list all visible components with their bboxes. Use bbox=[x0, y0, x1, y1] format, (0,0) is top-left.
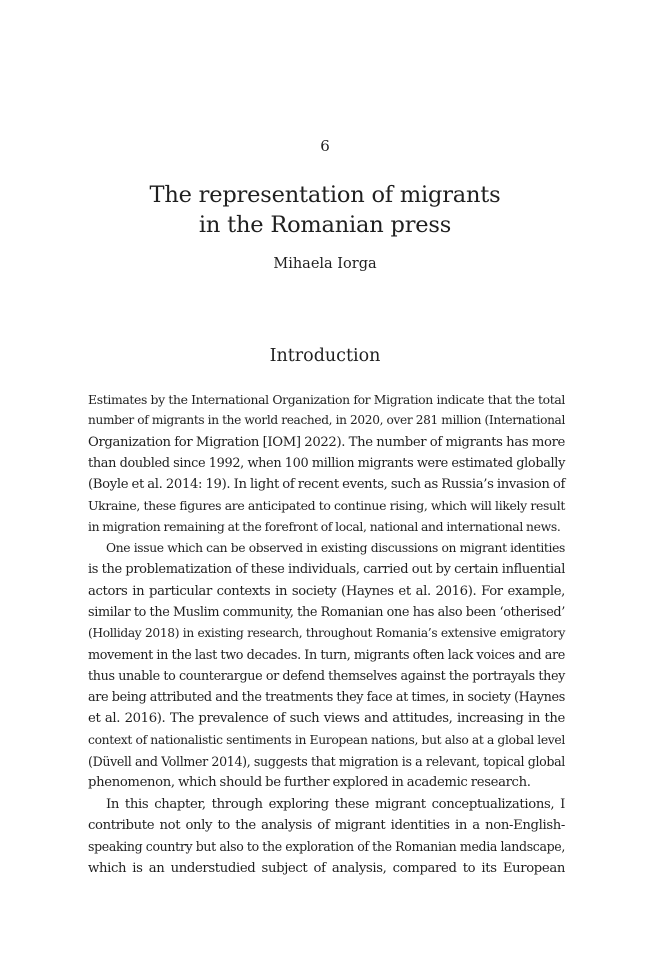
text-line: (Düvell and Vollmer 2014), suggests that migration is a relevant, topical global bbox=[88, 754, 565, 770]
chapter-title-line: in the Romanian press bbox=[198, 212, 452, 238]
text-line: number of migrants in the world reached, in 2020, over 281 million (International bbox=[88, 413, 565, 428]
text-line: thus unable to counterargue or defend themselves against the portrayals they bbox=[88, 668, 565, 684]
text-line: is the problematization of these individuals, carried out by certain influential bbox=[88, 562, 565, 578]
text-line: contribute not only to the analysis of migrant identities in a non-English- bbox=[88, 817, 565, 833]
text-line: Organization for Migration [IOM] 2022). The number of migrants has more bbox=[88, 434, 565, 450]
text-line: Estimates by the International Organization for Migration indicate that the total bbox=[88, 392, 565, 407]
text-line: In this chapter, through exploring these migrant conceptualizations, I bbox=[106, 796, 565, 812]
text-line: which is an understudied subject of analysis, compared to its European bbox=[88, 860, 565, 876]
chapter-title bbox=[0, 180, 650, 240]
paragraph bbox=[88, 794, 565, 879]
text-line: One issue which can be observed in existing discussions on migrant identities bbox=[106, 541, 565, 556]
text-line: than doubled since 1992, when 100 million migrants were estimated globally bbox=[88, 455, 565, 471]
text-line: speaking country but also to the exploration of the Romanian media landscape, bbox=[88, 839, 565, 855]
chapter-title-line: The representation of migrants bbox=[149, 182, 501, 208]
text-line: similar to the Muslim community, the Romanian one has also been ‘otherised’ bbox=[88, 604, 565, 620]
body-text bbox=[88, 389, 565, 879]
text-line: et al. 2016). The prevalence of such views and attitudes, increasing in the bbox=[88, 711, 565, 727]
text-line: actors in particular contexts in society (Haynes et al. 2016). For example, bbox=[88, 583, 565, 599]
paragraph bbox=[88, 389, 565, 538]
text-line: Ukraine, these figures are anticipated to continue rising, which will likely result bbox=[88, 498, 565, 514]
section-heading: Introduction bbox=[269, 346, 381, 366]
text-line: in migration remaining at the forefront of local, national and international news. bbox=[88, 519, 561, 534]
text-line: (Holliday 2018) in existing research, throughout Romania’s extensive emigratory bbox=[88, 626, 565, 641]
chapter-author: Mihaela Iorga bbox=[273, 256, 377, 272]
text-line: are being attributed and the treatments they face at times, in society (Haynes bbox=[88, 690, 565, 706]
text-line: (Boyle et al. 2014: 19). In light of recent events, such as Russia’s invasion of bbox=[88, 477, 565, 493]
paragraph bbox=[88, 538, 565, 794]
text-line: movement in the last two decades. In turn, migrants often lack voices and are bbox=[88, 647, 565, 663]
text-line: context of nationalistic sentiments in European nations, but also at a global level bbox=[88, 732, 565, 747]
chapter-number: 6 bbox=[320, 137, 330, 155]
text-line: phenomenon, which should be further explored in academic research. bbox=[88, 775, 531, 791]
